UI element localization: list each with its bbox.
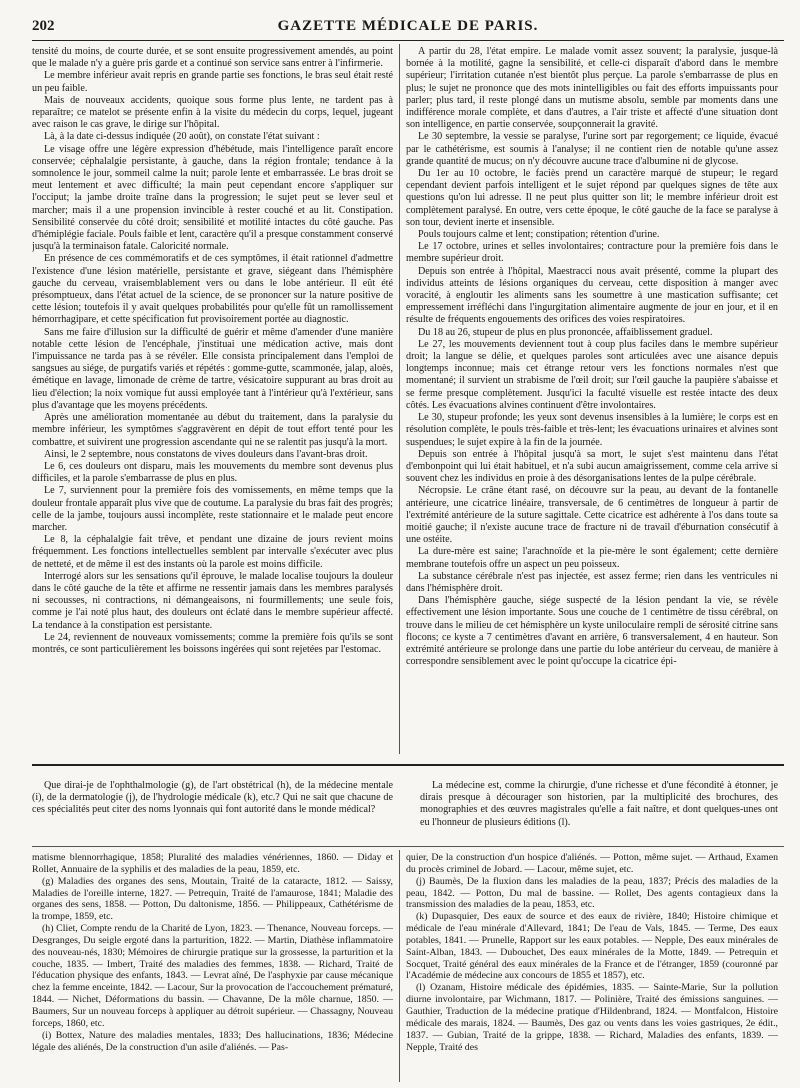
paragraph: Du 18 au 26, stupeur de plus en plus prononcée, affaiblissement graduel.: [418, 326, 713, 338]
paragraph: Interrogé alors sur les sensations qu'il éprouve, le malade localise toujours la douleur dans le côté gauche de la tête et affirme ne ressentir jamais dans les membres paralysés ni secousses, ni contractions, ni démangeaisons, ni fourmillements; une seule fois, comme je l'ai noté plus haut, des douleurs ont éclaté dans le membre supérieur affecté. La tendance à la constipation est persistante.: [32, 570, 393, 631]
paragraph: Ainsi, le 2 septembre, nous constatons de vives douleurs dans l'avant-bras droit.: [44, 448, 368, 460]
paragraph: La médecine est, comme la chirurgie, d'une richesse et d'une fécondité à étonner, je dirais presque à décourager son historien, par la multiplicité des brochures, des monographies et des œuvres magistrales qu'elle a fait naître, et dont quelques-unes ont eu l'honneur de plusieurs éditions (l).: [420, 780, 778, 828]
footnote-column-divider: [399, 850, 400, 1082]
paragraph: Sans me faire d'illusion sur la difficulté de guérir et même d'amender d'une manière notable cette lésion de l'encéphale, j'instituai une médication active, mais dont l'impuissance ne tarda pas à se révéler. Elle consista principalement dans l'emploi de sangsues au siége, de purgatifs variés et répétés : gomme-gutte, scammonée, jalap, aloès, émétique en lavage, limonade de crème de tartre, vésicatoire suppurant au bras droit au lieu d'élection; la noix vomique fut aussi employée tant à l'intérieur qu'à l'extérieur, sans plus d'avantage que les moyens précédents.: [32, 326, 393, 411]
paragraph: La substance cérébrale n'est pas injectée, est assez ferme; rien dans les ventricules ni dans l'hémisphère droit.: [406, 570, 778, 594]
article-right-column: [406, 46, 778, 754]
paragraph: Depuis son entrée à l'hôpital, Maestracci nous avait présenté, comme la plupart des individus atteints de lésions organiques du cerveau, cette disposition à manger avec voracité, à engloutir les aliments sans les soumettre à une mastication suffisante; cet empressement irréfléchi dans l'ingurgitation alimentaire augmente de jour en jour, et il en résulte de fréquents engouements des orifices des voies respiratoires.: [406, 265, 778, 326]
footnote: (l) Ozanam, Histoire médicale des épidémies, 1835. — Sainte-Marie, Sur la pollution diurne involontaire, par Wichmann, 1817. — Polinière, Traité des émissions sanguines. — Gauthier, Traduction de la médecine pratique d'Hildenbrand, 1824. — Montfalcon, Histoire médicale des marais, 1824. — Baumès, Des gaz ou vents dans les voies gastriques, 2e édit., 1837. — Gubian, Traité de la grippe, 1838. — Richard, Maladies des enfants, 1839. — Nepple, Traité des: [406, 982, 778, 1053]
footnote: (i) Bottex, Nature des maladies mentales, 1833; Des hallucinations, 1836; Médecine légale des aliénés, De la construction d'un asile d'aliénés. — Pas-: [32, 1029, 393, 1053]
paragraph: A partir du 28, l'état empire. Le malade vomit assez souvent; la paralysie, jusque-là bornée à la motilité, gagne la sensibilité, et celle-ci disparaît d'abord dans le membre supérieur; l'irritation cutanée n'est bientôt plus perçue. La parole s'embarrasse de plus en plus; le sujet ne prononce que des mots inintelligibles ou fait des efforts impuissants pour parler; plus tard, il reste plongé dans un mutisme absolu, semble par moments dans une indifférence morale complète, et dans d'autres, a l'air triste et affecté d'une situation dont son intelligence, en partie conservée, soupçonnerait la gravité.: [406, 46, 778, 131]
paragraph: Le 30, stupeur profonde; les yeux sont devenus insensibles à la lumière; le corps est en résolution complète, le pouls très-faible et très-lent; les évacuations urinaires et alvines sont suspendues; le sujet expire à la fin de la journée.: [406, 412, 778, 448]
paragraph: Le visage offre une légère expression d'hébétude, mais l'intelligence paraît encore conservée; céphalalgie persistante, à gauche, dans la région frontale; tendance à la somnolence le jour, sommeil calme la nuit; parole lente et embarrassée. Le bras droit se meut lentement et avec difficulté; la main peut cependant encore s'appliquer sur l'occiput; la jambe droite traîne dans la progression; le sujet peut se lever seul et marcher; mais il a une propension invincible à rester couché et au lit. Constipation. Sensibilité conservée du côté droit; sensibilité et motilité intactes du côté gauche. Pas d'hémiplégie faciale. Pouls faible et lent, caractère qu'il a presque constamment conservé jusqu'à la terminaison fatale. Caloricité normale.: [32, 143, 393, 253]
paragraph: Le 8, la céphalalgie fait trêve, et pendant une dizaine de jours revient moins fréquemment. Les fonctions intellectuelles semblent par intervalle s'exécuter avec plus de netteté, et de même il est des instants où la parole est moins difficile.: [32, 534, 393, 570]
footnotes-left: [32, 852, 393, 1080]
footnote-rule: [32, 846, 784, 847]
footnote: (h) Cliet, Compte rendu de la Charité de Lyon, 1823. — Thenance, Nouveau forceps. — Desgranges, Du seigle ergoté dans la parturition, 1822. — Martin, Diathèse inflammatoire des nouveau-nés, 1830; Mémoires de chirurgie pratique sur la grossesse, la parturition et la couche, 1835. — Imbert, Traité des maladies des femmes, 1838. — Richard, Traité de l'éducation physique des enfants, 1843. — Levrat aîné, De l'asphyxie par cause mécanique chez la femme enceinte, 1842. — Lacour, Sur la provocation de l'accouchement prématuré, 1844. — Nichet, Déformations du bassin. — Chavanne, De la môle charnue, 1850. — Baumers, Sur un nouveau forceps à appliquer au détroit supérieur. — Chassagny, Nouveau forceps, 1860, etc.: [32, 923, 393, 1029]
page-header: [32, 18, 784, 41]
feuilleton-left: [32, 780, 393, 842]
paragraph: Le membre inférieur avait repris en grande partie ses fonctions, le bras seul était resté un peu faible.: [32, 70, 393, 94]
paragraph: Mais de nouveaux accidents, quoique sous forme plus lente, ne tardent pas à reparaître; ce matelot se présente enfin à la visite du médecin du corps, lequel, jugeant avec raison le cas grave, le dirige sur l'hôpital.: [32, 94, 393, 131]
paragraph: Là, à la date ci-dessus indiquée (20 août), on constate l'état suivant :: [44, 131, 320, 143]
footnote: matisme blennorrhagique, 1858; Pluralité des maladies vénériennes, 1860. — Diday et Rollet, Annuaire de la syphilis et des maladies de la peau, 1859, etc.: [32, 852, 393, 875]
feuilleton-rule: [32, 764, 784, 766]
page-number: 202: [32, 18, 55, 34]
column-divider: [399, 44, 400, 754]
paragraph: Le 27, les mouvements deviennent tout à coup plus faciles dans le membre supérieur droit; la langue se délie, et quelques paroles sont articulées avec une aisance depuis longtemps inconnue; mais cet étrange retour vers les fonctions normales n'est que momentané; il survient un strabisme de l'œil droit; sur l'œil gauche la paupière s'abaisse et se ferme presque complètement. Jusqu'ici la faculté visuelle est restée intacte des deux côtés. Les évacuations alvines continuent d'être involontaires.: [406, 338, 778, 411]
paragraph: Le 17 octobre, urines et selles involontaires; contracture pour la première fois dans le membre supérieur droit.: [406, 241, 778, 265]
paragraph: Le 7, surviennent pour la première fois des vomissements, en même temps que la douleur frontale apparaît plus vive que de coutume. La paralysie du bras fait des progrès; celle de la jambe, toujours aussi incomplète, reste stationnaire et le malade peut encore marcher.: [32, 485, 393, 533]
paragraph: La dure-mère est saine; l'arachnoïde et la pie-mère le sont également; cette dernière membrane toutefois offre un aspect un peu poisseux.: [406, 546, 778, 570]
article-left-column: [32, 46, 393, 754]
footnotes-right: [406, 852, 778, 1080]
feuilleton-right: [420, 780, 778, 842]
paragraph: Le 6, ces douleurs ont disparu, mais les mouvements du membre sont devenus plus difficiles, et la parole s'embarrasse de plus en plus.: [32, 460, 393, 485]
paragraph: Nécropsie. Le crâne étant rasé, on découvre sur la peau, au devant de la fontanelle antérieure, une cicatrice linéaire, transversale, de 6 centimètres de longueur à partir de l'extrémité antérieure de la suture sagittale. Cette cicatrice est adhérente à l'os dans toute sa moitié gauche; il n'existe aucune trace de fracture ni de travail d'éburnation consécutif à une ostéite.: [406, 485, 778, 546]
paragraph: En présence de ces commémoratifs et de ces symptômes, il était rationnel d'admettre l'existence d'une lésion matérielle, persistante et grave, siégeant dans l'hémisphère gauche du cerveau, vraisemblablement vers ou dans le lobe antérieur. Il eût été présomptueux, dans l'état actuel de la science, de se prononcer sur la nature positive de cette lésion; toutefois il y avait quelques probabilités pour qu'elle fût un ramollissement hémorrhagipare, et cette spécification fut provisoirement portée au diagnostic.: [32, 253, 393, 326]
paragraph: Après une amélioration momentanée au début du traitement, dans la paralysie du membre inférieur, les symptômes s'aggravèrent en dépit de tout effort tenté pour les combattre, et suivirent une progression ascendante qui ne se ralentit pas jusqu'à la mort.: [32, 412, 393, 448]
paragraph: Pouls toujours calme et lent; constipation; rétention d'urine.: [418, 229, 660, 241]
footnote: (j) Baumès, De la fluxion dans les maladies de la peau, 1837; Précis des maladies de la peau, 1842. — Potton, Du mal de bassine. — Rollet, Des agents contagieux dans la transmission des maladies de la peau, 1853, etc.: [406, 875, 778, 911]
paragraph: Dans l'hémisphère gauche, siége suspecté de la lésion pendant la vie, se révèle effectivement une lésion importante. Sous une couche de 1 centimètre de tissu cérébral, on trouve dans le milieu de cet hémisphère un kyste uniloculaire rempli de sérosité citrine sans flocons; ce kyste a 7 centimètres d'avant en arrière, 6 transversalement, 4 en hauteur. Son extrémité antérieure se prolonge dans une partie du lobe antérieur du cerveau, de manière à correspondre sensiblement avec le point qu'occupe la cicatrice épi-: [406, 595, 778, 668]
paragraph: Depuis son entrée à l'hôpital jusqu'à sa mort, le sujet s'est maintenu dans l'état d'embonpoint qui lui était habituel, et n'a subi aucun amaigrissement, comme cela arrive si souvent chez les individus en proie à des désorganisations lentes de la pulpe cérébrale.: [406, 448, 778, 485]
footnote: (k) Dupasquier, Des eaux de source et des eaux de rivière, 1840; Histoire chimique et médicale de l'eau minérale d'Allevard, 1841; De l'eau de Vals, 1845. — Terme, Des eaux potables, 1841. — Prunelle, Rapport sur les eaux potables. — Nepple, Des eaux minérales de Saint-Alban, 1843. — Dubouchet, Des eaux minérales de la Motte, 1849. — Petrequin et Socquet, Traité général des eaux minérales de la France et de l'étranger, 1859 (couronné par l'Académie de médecine aux concours de 1855 et 1857), etc.: [406, 911, 778, 982]
paragraph: Le 24, reviennent de nouveaux vomissements; comme la première fois qu'ils se sont montrés, ce sont particulièrement les boissons ingérées qui sont rejetées par l'estomac.: [32, 631, 393, 655]
paragraph: Que dirai-je de l'ophthalmologie (g), de l'art obstétrical (h), de la médecine mentale (i), de la dermatologie (j), de l'hydrologie médicale (k), etc.? Qui ne sait que chacune de ces spécialités peut citer des noms lyonnais qui font autorité dans le monde médical?: [32, 780, 393, 816]
paragraph: Le 30 septembre, la vessie se paralyse, l'urine sort par regorgement; ce liquide, évacué par le cathétérisme, est soumis à l'analyse; il ne contient rien de notable qu'une assez grande quantité de mucus; on n'y découvre aucune trace d'albumine ni de glycose.: [406, 131, 778, 167]
paragraph: Du 1er au 10 octobre, le faciès prend un caractère marqué de stupeur; le regard cependant devient parfois intelligent et le sujet répond par quelques signes de tête aux questions qu'on lui adresse. Il ne peut plus quitter son lit; le membre inférieur droit est complètement paralysé. En outre, vers cette époque, le côté gauche de la face se paralyse à son tour, devient inerte et insensible.: [406, 168, 778, 228]
footnote: quier, De la construction d'un hospice d'aliénés. — Potton, même sujet. — Arthaud, Examen du procès criminel de Jobard. — Lacour, même sujet, etc.: [406, 852, 778, 875]
paragraph: tensité du moins, de courte durée, et se sont ensuite progressivement amendés, au point que le malade n'y a guère pris garde et a continué son service sans entrer à l'infirmerie.: [32, 46, 393, 70]
footnote: (g) Maladies des organes des sens, Moutain, Traité de la cataracte, 1812. — Saissy, Maladies de l'oreille interne, 1827. — Petrequin, Traité de l'amaurose, 1841; Maladie des organes des sens, 1858. — Potton, Du daltonisme, 1856. — Philippeaux, Cathétérisme de la trompe, 1859, etc.: [32, 875, 393, 923]
journal-title: GAZETTE MÉDICALE DE PARIS.: [277, 18, 539, 34]
